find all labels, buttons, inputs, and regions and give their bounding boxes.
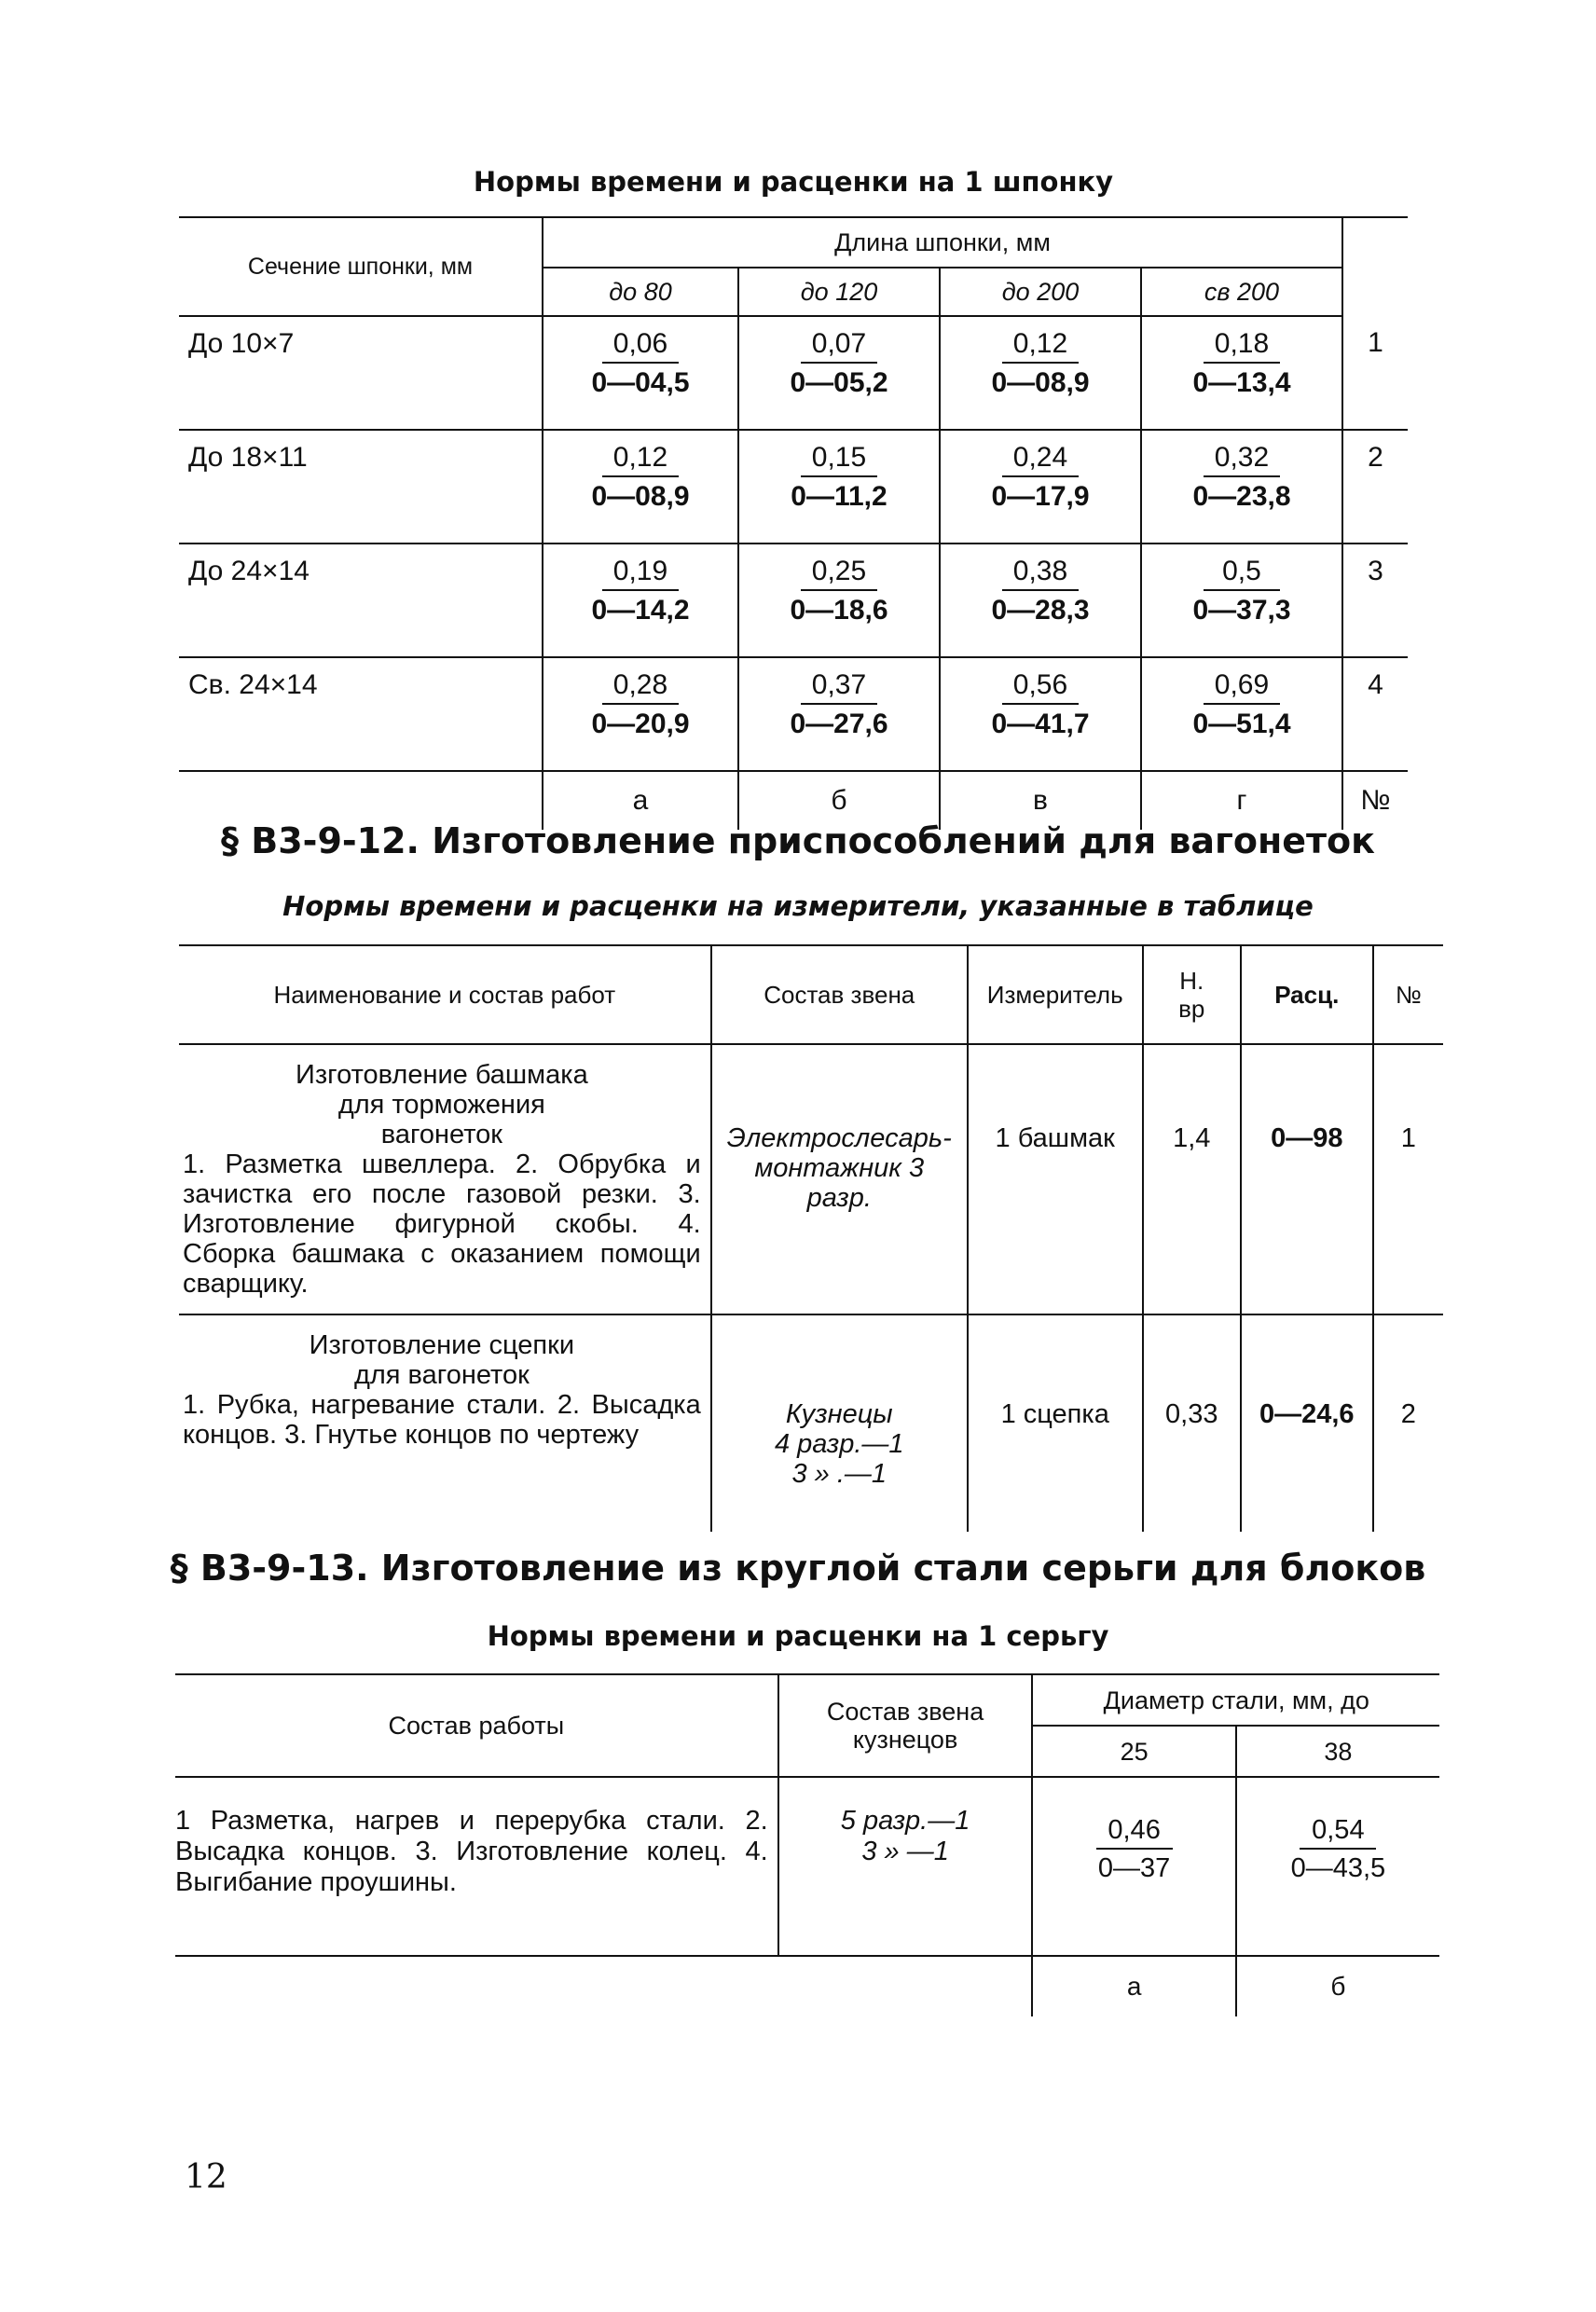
column-letter: а [1032,1956,1235,2016]
table1 [179,216,1408,830]
rate-value: 0—98 [1241,1044,1373,1314]
table-row [175,1777,1439,1956]
work-title: Изготовление сцепки для вагонеток [309,1330,575,1390]
unit-value: 1 сцепка [1000,1399,1109,1429]
rate: 0—41,7 [991,709,1090,739]
unit-value: 1 башмак [995,1123,1115,1153]
rate: 0—20,9 [591,709,690,739]
crew-line: 4 разр.—1 [774,1429,904,1459]
rate-value: 0—24,6 [1241,1314,1373,1532]
table-row [179,544,1408,657]
norm-time: 0,54 [1300,1815,1376,1850]
norm-time: 0,46 [1096,1815,1173,1850]
rate: 0—43,5 [1290,1853,1386,1883]
length-col-header: до 120 [738,268,940,316]
rate: 0—18,6 [790,595,888,626]
norm-time: 0,15 [801,442,877,477]
col-length-header: Длина шпонки, мм [543,217,1342,268]
crew-header: Состав звена кузнецов [778,1674,1033,1777]
norm-time: 0,32 [1204,442,1280,477]
row-number: 4 [1342,657,1408,771]
section-12-title: § В3-9-12. Изготовление приспособлений для вагонеток [221,820,1375,861]
length-col-header: св 200 [1141,268,1342,316]
table1-caption: Нормы времени и расценки на 1 шпонку [473,166,1114,198]
row-number: 3 [1342,544,1408,657]
norm-time: 0,28 [602,669,679,705]
rate: 0—28,3 [991,595,1090,626]
rate: 0—37,3 [1192,595,1291,626]
row-label: До 10×7 [179,316,543,430]
rate: 0—04,5 [591,367,690,398]
row-number: 2 [1373,1314,1443,1532]
row-label: Св. 24×14 [179,657,543,771]
time-value: 0,33 [1143,1314,1241,1532]
work-description: 1. Рубка, нагревание стали. 2. Высадка концов. 3. Гнутье концов по чертежу [183,1390,701,1450]
rate: 0—13,4 [1192,367,1291,398]
table-row [179,316,1408,430]
crew-line: 3 » .—1 [791,1459,887,1489]
column-letter: б [1236,1956,1439,2016]
norm-time: 0,69 [1204,669,1280,705]
section-13-table [175,1673,1439,2016]
diameter-25-header: 25 [1032,1726,1235,1777]
norm-time: 0,5 [1204,556,1280,591]
row-label: До 24×14 [179,544,543,657]
column-letter: а [543,771,738,830]
length-col-header: до 200 [940,268,1141,316]
norm-time: 0,56 [1002,669,1079,705]
rate: 0—51,4 [1192,709,1291,739]
norm-time: 0,25 [801,556,877,591]
norm-time: 0,12 [602,442,679,477]
work-header: Состав работы [175,1674,778,1777]
section-12-table [179,944,1443,1532]
rate: 0—05,2 [790,367,888,398]
section-13-subtitle: Нормы времени и расценки на 1 серьгу [487,1620,1109,1652]
crew-line: 3 » —1 [861,1837,949,1866]
row-number: 1 [1342,316,1408,430]
col-section-header: Сечение шпонки, мм [179,217,543,316]
norm-time: 0,38 [1002,556,1079,591]
crew-title: Кузнецы [785,1399,893,1429]
length-col-header: до 80 [543,268,738,316]
rate: 0—11,2 [791,481,887,512]
rate-header: Расц. [1241,945,1373,1044]
column-letter: г [1141,771,1342,830]
work-description: 1. Разметка швеллера. 2. Обрубка и зачистка его после газовой резки. 3. Изготовление фигурной скобы. 4. Сборка башмака с оказанием помощи сварщику. [183,1149,701,1299]
norm-time: 0,12 [1002,328,1079,364]
column-letter: в [940,771,1141,830]
time-value: 1,4 [1143,1044,1241,1314]
table-row [179,430,1408,544]
work-title: Изготовление башмака для торможения вагонеток [296,1060,588,1149]
column-letter: б [738,771,940,830]
row-label: До 18×11 [179,430,543,544]
row-number: 1 [1373,1044,1443,1314]
norm-time: 0,07 [801,328,877,364]
crew-line: 5 разр.—1 [840,1806,970,1836]
crew-composition: Электрослесарь-монтажник 3 разр. [726,1123,952,1213]
table-row [179,1314,1443,1532]
section-13-title: § В3-9-13. Изготовление из круглой стали серьги для блоков [170,1548,1426,1589]
diameter-header: Диаметр стали, мм, до [1032,1674,1439,1726]
crew-header: Состав звена [711,945,968,1044]
unit-header: Измеритель [968,945,1143,1044]
norm-time: 0,06 [602,328,679,364]
row-number: 2 [1342,430,1408,544]
rate: 0—37 [1097,1853,1171,1883]
time-header: Н. вр [1143,945,1241,1044]
norm-time: 0,37 [801,669,877,705]
rate: 0—23,8 [1192,481,1291,512]
rate: 0—17,9 [991,481,1090,512]
diameter-38-header: 38 [1236,1726,1439,1777]
page-number: 12 [185,2158,227,2196]
table-row [179,657,1408,771]
work-header: Наименование и состав работ [179,945,711,1044]
number-header: № [1373,945,1443,1044]
rate: 0—14,2 [591,595,690,626]
rate: 0—27,6 [790,709,888,739]
norm-time: 0,18 [1204,328,1280,364]
rate: 0—08,9 [591,481,690,512]
norm-time: 0,24 [1002,442,1079,477]
norm-time: 0,19 [602,556,679,591]
column-number-sign: № [1342,771,1408,830]
work-description: 1 Разметка, нагрев и перерубка стали. 2. Высадка концов. 3. Изготовление колец. 4. Выгибание проушины. [175,1777,778,1956]
rate: 0—08,9 [991,367,1090,398]
section-12-subtitle: Нормы времени и расценки на измерители, указанные в таблице [282,890,1314,922]
table-row [179,1044,1443,1314]
